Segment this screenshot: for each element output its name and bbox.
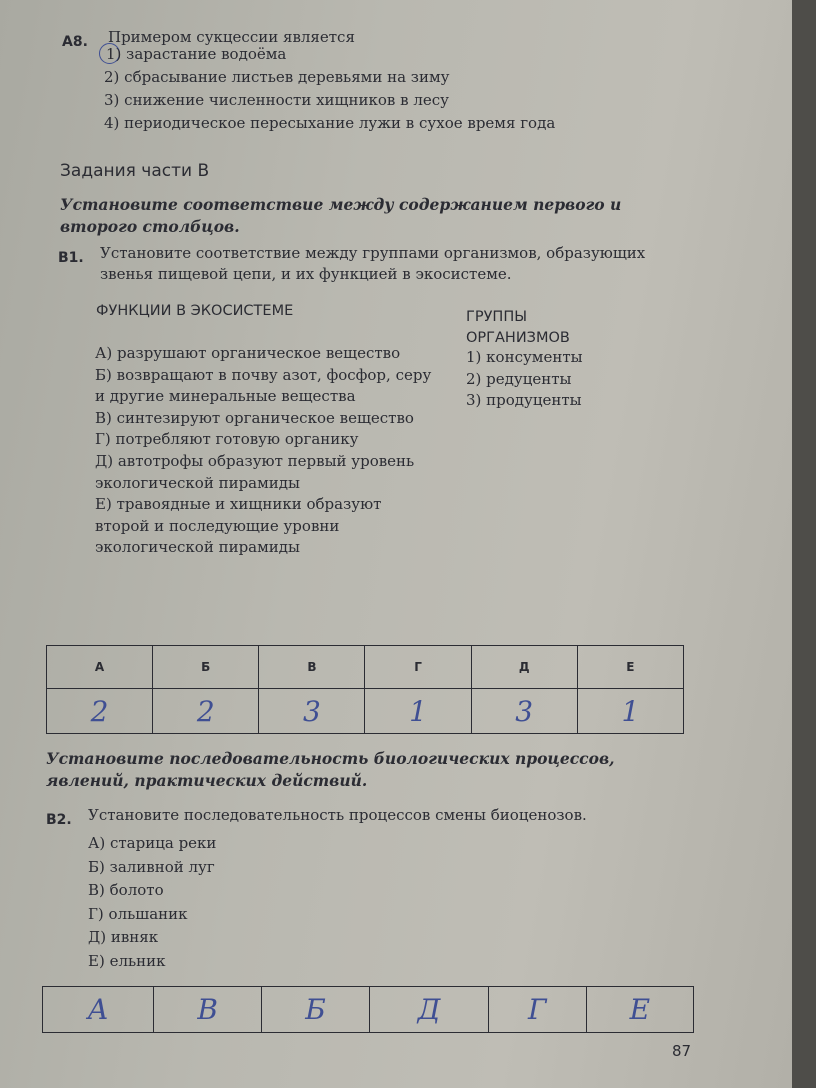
page-number: 87 <box>672 1042 692 1060</box>
a8-option-4: 4) периодическое пересыхание лужи в сухое время года <box>104 114 556 132</box>
b2-option: Б) заливной луг <box>88 857 215 876</box>
b2-option: Г) ольшаник <box>88 904 188 923</box>
b2-option: Е) ельник <box>88 951 166 970</box>
question-number-b2: В2. <box>46 812 72 828</box>
table-header-cell: В <box>259 646 365 689</box>
functions-list <box>95 343 435 559</box>
section-title: Задания части В <box>60 161 210 181</box>
table-header-cell: Б <box>153 646 259 689</box>
a8-option-1: 1) зарастание водоёма <box>106 45 287 63</box>
handwritten-answer: Г <box>488 987 586 1033</box>
table-header-row <box>47 646 684 689</box>
function-item: Г) потребляют готовую органику <box>95 430 359 449</box>
handwritten-answer: А <box>43 987 154 1033</box>
function-item: В) синтезируют органическое вещество <box>95 408 414 427</box>
a8-option-2: 2) сбрасывание листьев деревьями на зиму <box>104 68 450 86</box>
b1-answer-table <box>46 645 684 734</box>
page-edge <box>792 0 816 1088</box>
handwritten-answer: 2 <box>153 689 259 734</box>
a8-option-3: 3) снижение численности хищников в лесу <box>104 91 449 109</box>
table-answer-row <box>47 689 684 734</box>
group-item: 3) продуценты <box>466 391 582 410</box>
group-item: 2) редуценты <box>466 369 572 388</box>
table-answer-row <box>43 987 694 1033</box>
function-item: Д) автотрофы образуют первый уровень экологической пирамиды <box>95 451 415 492</box>
column-header-groups: ГРУППЫ ОРГАНИЗМОВ <box>466 309 570 346</box>
function-item: А) разрушают органическое вещество <box>95 344 401 362</box>
b2-option: А) старица реки <box>88 834 217 852</box>
b2-options-list <box>88 832 388 973</box>
table-header-cell: А <box>47 646 153 689</box>
handwritten-answer: 1 <box>365 689 471 734</box>
b2-option: В) болото <box>88 881 164 899</box>
function-item: Е) травоядные и хищники образуют второй и последующие уровни экологической пирамиды <box>95 495 382 557</box>
function-item: Б) возвращают в почву азот, фосфор, серу и другие минеральные вещества <box>95 365 432 406</box>
handwritten-answer: В <box>154 987 262 1033</box>
table-header-cell: Д <box>471 646 577 689</box>
question-number-a8: А8. <box>62 34 88 50</box>
handwritten-answer: Б <box>262 987 370 1033</box>
question-number-b1: В1. <box>58 250 84 266</box>
handwritten-answer: 1 <box>577 689 683 734</box>
handwritten-answer: 3 <box>471 689 577 734</box>
handwritten-answer: Е <box>586 987 693 1033</box>
table-header-cell: Г <box>365 646 471 689</box>
groups-list <box>466 347 666 412</box>
group-item: 1) консументы <box>466 348 583 366</box>
handwritten-answer: 3 <box>259 689 365 734</box>
b2-answer-table <box>42 986 694 1033</box>
table-header-cell: Е <box>577 646 683 689</box>
b2-option: Д) ивняк <box>88 928 159 946</box>
question-b2-text: Установите последовательность процессов смены биоценозов. <box>88 806 587 824</box>
instruction-sequence: Установите последовательность биологических процессов, явлений, практических действий. <box>46 749 615 790</box>
handwritten-answer: Д <box>370 987 489 1033</box>
handwritten-answer: 2 <box>47 689 153 734</box>
column-header-functions: ФУНКЦИИ В ЭКОСИСТЕМЕ <box>96 303 294 319</box>
question-a8-text: Примером сукцессии является <box>108 28 355 46</box>
instruction-match: Установите соответствие между содержанием первого и второго столбцов. <box>60 195 622 236</box>
question-b1-text: Установите соответствие между группами организмов, образующих звенья пищевой цепи, и их функцией в экосистеме. <box>100 244 646 283</box>
